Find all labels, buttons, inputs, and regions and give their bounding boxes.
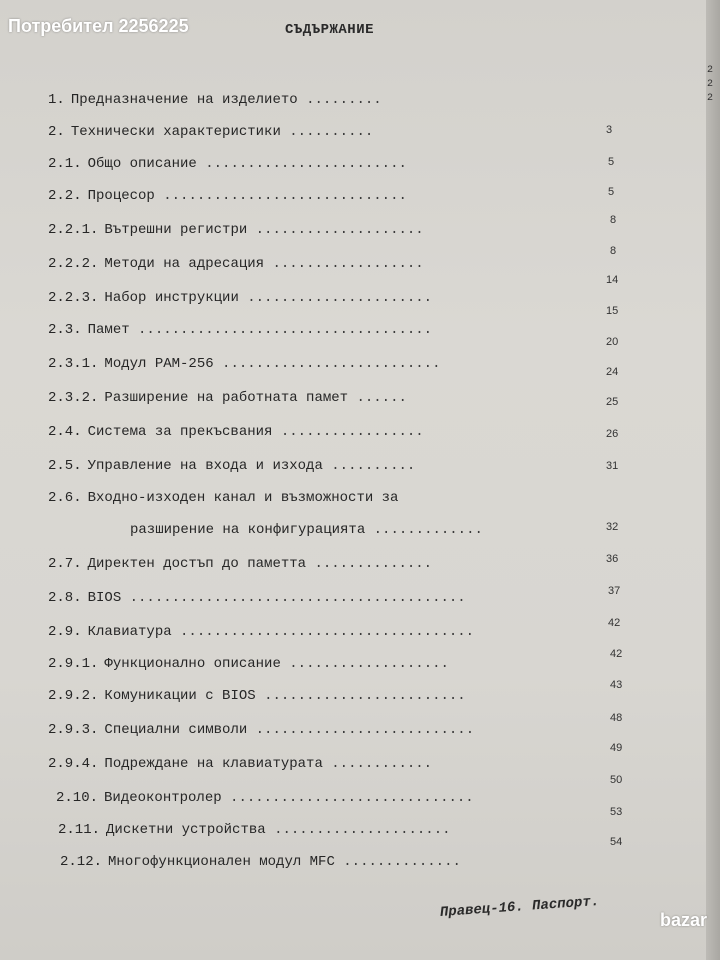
toc-entry: 1. Предназначение на изделието .........	[48, 92, 382, 108]
page-number: 43	[610, 679, 623, 691]
toc-entry: 2.4. Система за прекъсвания .................	[48, 424, 424, 440]
toc-entry: 2.10. Видеоконтролер .............................	[56, 790, 474, 806]
toc-entry: 2.2.2. Методи на адресация ..................	[48, 256, 424, 272]
page-number: 20	[606, 336, 619, 348]
toc-entry: 2.6. Входно-изходен канал и възможности за	[48, 490, 399, 506]
bazar-logo: bazar	[660, 910, 708, 930]
page-number: 8	[610, 245, 617, 257]
toc-entry: 2.3. Памет ...................................	[48, 322, 433, 338]
page-number: 31	[606, 460, 619, 472]
toc-entry: 2.11. Дискетни устройства .....................	[58, 822, 451, 838]
toc-entry: 2.2. Процесор .............................	[48, 188, 407, 204]
page-number: 25	[606, 396, 619, 408]
page-number: 42	[610, 648, 623, 660]
edge-mark: 2	[707, 65, 714, 76]
page-number: 15	[606, 305, 619, 317]
toc-entry: 2.9.3. Специални символи ..........................	[48, 722, 475, 738]
toc-entry: 2.5. Управление на входа и изхода ..........	[48, 458, 416, 474]
toc-entry: 2.9.1. Функционално описание ...................	[48, 656, 449, 672]
adjacent-page-marks	[707, 64, 720, 106]
page-number: 8	[610, 214, 617, 226]
toc-entry: разширение на конфигурацията .............	[130, 522, 483, 538]
page-number: 14	[606, 274, 619, 286]
toc-entry: 2.9.4. Подреждане на клавиатурата ............	[48, 756, 433, 772]
page-number: 26	[606, 428, 619, 440]
document-footer: Правец-16. Паспорт.	[439, 893, 600, 921]
page-number: 54	[610, 836, 623, 848]
page-number: 42	[608, 617, 621, 629]
toc-entry: 2.2.1. Вътрешни регистри ....................	[48, 222, 424, 238]
toc-entry: 2.9. Клавиатура ...................................	[48, 624, 475, 640]
page-number: 5	[608, 186, 615, 198]
page-number: 36	[606, 553, 619, 565]
toc-entry: 2.2.3. Набор инструкции ......................	[48, 290, 433, 306]
toc-entry: 2.3.2. Разширение на работната памет ......	[48, 390, 407, 406]
toc-entry: 2.7. Директен достъп до паметта ..............	[48, 556, 433, 572]
page-number: 32	[606, 521, 619, 533]
page-number: 48	[610, 712, 623, 724]
page-number: 24	[606, 366, 619, 378]
page-edge	[706, 0, 720, 960]
page-number: 49	[610, 742, 623, 754]
page-title: СЪДЪРЖАНИЕ	[285, 22, 375, 38]
toc-entry: 2.12. Многофункционален модул MFC ..............	[60, 854, 461, 870]
page-number: 3	[606, 124, 613, 136]
page-number: 53	[610, 806, 623, 818]
toc-entry: 2. Технически характеристики ..........	[48, 124, 374, 140]
toc-entry: 2.3.1. Модул РАМ-256 ..........................	[48, 356, 441, 372]
page-number: 5	[608, 156, 615, 168]
page-number: 50	[610, 774, 623, 786]
user-watermark: Потребител 2256225	[8, 16, 189, 36]
page-number: 37	[608, 585, 621, 597]
toc-entry: 2.8. BIOS ........................................	[48, 590, 466, 606]
toc-entry: 2.9.2. Комуникации с BIOS ........................	[48, 688, 466, 704]
edge-mark: 2	[707, 93, 714, 104]
toc-entry: 2.1. Общо описание ........................	[48, 156, 407, 172]
edge-mark: 2	[707, 79, 714, 90]
